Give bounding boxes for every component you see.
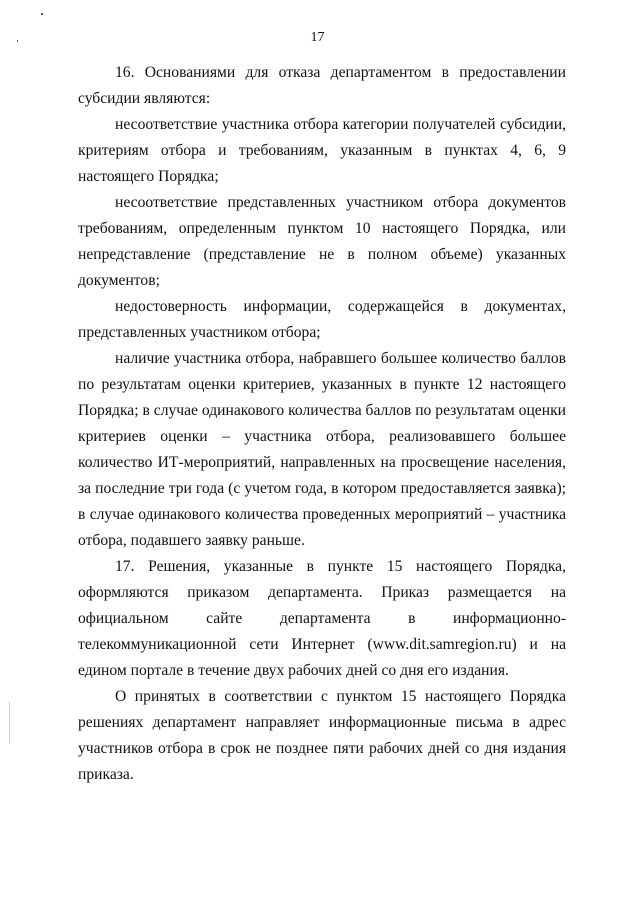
document-body bbox=[78, 60, 566, 788]
scan-speck bbox=[41, 13, 43, 15]
scan-edge-mark bbox=[9, 702, 10, 744]
paragraph-17-decisions: 17. Решения, указанные в пункте 15 настоящего Порядка, оформляются приказом департамента. Приказ размещается на официальном сайте департамента в информационно-телекоммуникационной сети Интернет (www.dit.samregion.ru) и на едином портале в течение двух рабочих дней со дня его издания. bbox=[78, 558, 566, 679]
paragraph-nonconformity-category: несоответствие участника отбора категории получателей субсидии, критериям отбора и требованиям, указанным в пунктах 4, 6, 9 настоящего Порядка; bbox=[78, 116, 566, 185]
paragraph-higher-score-participant: наличие участника отбора, набравшего большее количество баллов по результатам оценки критериев, указанных в пункте 12 настоящего Порядка; в случае одинакового количества баллов по результатам оценки критериев оценки – участника отбора, реализовавшего большее количество ИТ-мероприятий, направленных на просвещение населения, за последние три года (с учетом года, в котором предоставляется заявка); в случае одинакового количества проведенных мероприятий – участника отбора, подавшего заявку раньше. bbox=[78, 350, 566, 549]
paragraph-nonconformity-documents: несоответствие представленных участником отбора документов требованиям, определенным пунктом 10 настоящего Порядка, или непредставление (представление не в полном объеме) указанных документов; bbox=[78, 194, 566, 289]
paragraph-unreliable-information: недостоверность информации, содержащейся в документах, представленных участником отбора; bbox=[78, 298, 566, 341]
page-number: 17 bbox=[310, 30, 325, 45]
paragraph-notification-letters: О принятых в соответствии с пунктом 15 настоящего Порядка решениях департамент направляет информационные письма в адрес участников отбора в срок не позднее пяти рабочих дней со дня издания приказа. bbox=[78, 688, 566, 783]
paragraph-16-intro: 16. Основаниями для отказа департаментом в предоставлении субсидии являются: bbox=[78, 64, 566, 107]
